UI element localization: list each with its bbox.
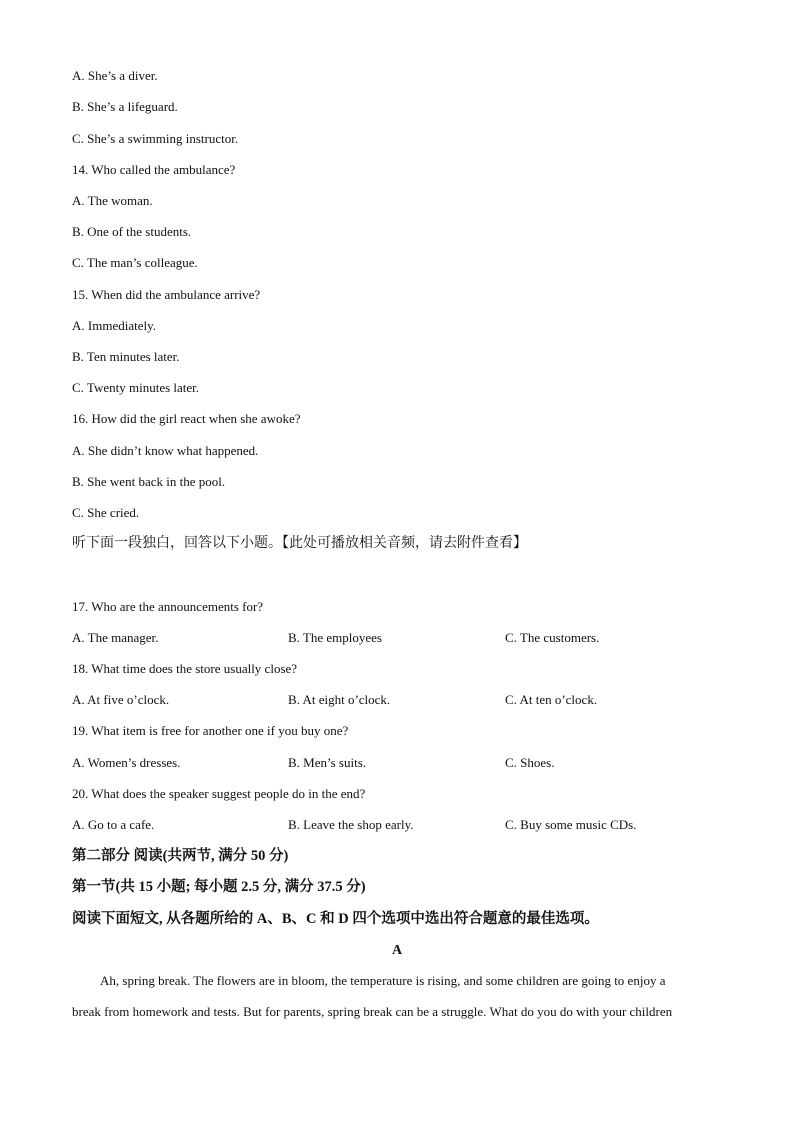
passage-line-1: Ah, spring break. The flowers are in bloom, the temperature is rising, and some children are going to enjoy a xyxy=(100,973,666,988)
q19-option-c: C. Shoes. xyxy=(505,755,555,770)
section1-heading: 第一节(共 15 小题; 每小题 2.5 分, 满分 37.5 分) xyxy=(72,879,366,895)
q18-option-c: C. At ten o’clock. xyxy=(505,692,598,707)
q14-option-a: A. The woman. xyxy=(72,193,153,208)
q14-option-b: B. One of the students. xyxy=(72,224,192,239)
q15-option-c: C. Twenty minutes later. xyxy=(72,380,200,395)
q20-option-c: C. Buy some music CDs. xyxy=(505,817,637,832)
q20-stem: 20. What does the speaker suggest people do in the end? xyxy=(72,786,366,801)
q14-option-c: C. The man’s colleague. xyxy=(72,255,198,270)
passage-line-2: break from homework and tests. But for parents, spring break can be a struggle. What do you do with your children xyxy=(72,1004,673,1019)
q17-option-c: C. The customers. xyxy=(505,630,600,645)
q18-option-a: A. At five o’clock. xyxy=(72,692,170,707)
q20-option-b: B. Leave the shop early. xyxy=(288,817,414,832)
q13-option-a: A. She’s a diver. xyxy=(72,68,158,83)
q15-stem: 15. When did the ambulance arrive? xyxy=(72,287,261,302)
q17-stem: 17. Who are the announcements for? xyxy=(72,599,264,614)
q20-option-a: A. Go to a cafe. xyxy=(72,817,155,832)
q16-option-c: C. She cried. xyxy=(72,505,140,520)
q17-option-a: A. The manager. xyxy=(72,630,159,645)
part2-heading: 第二部分 阅读(共两节, 满分 50 分) xyxy=(72,848,289,864)
q19-option-a: A. Women’s dresses. xyxy=(72,755,181,770)
reading-instruction: 阅读下面短文, 从各题所给的 A、B、C 和 D 四个选项中选出符合题意的最佳选项。 xyxy=(72,911,599,927)
q13-option-c: C. She’s a swimming instructor. xyxy=(72,131,239,146)
passage-label: A xyxy=(391,943,403,958)
monologue-instruction: 听下面一段独白，回答以下小题。【此处可播放相关音频，请去附件查看】 xyxy=(72,536,527,551)
q13-option-b: B. She’s a lifeguard. xyxy=(72,99,178,114)
q19-option-b: B. Men’s suits. xyxy=(288,755,367,770)
q15-option-b: B. Ten minutes later. xyxy=(72,349,180,364)
q15-option-a: A. Immediately. xyxy=(72,318,156,333)
q18-option-b: B. At eight o’clock. xyxy=(288,692,391,707)
q16-option-b: B. She went back in the pool. xyxy=(72,474,226,489)
q16-stem: 16. How did the girl react when she awoke? xyxy=(72,411,301,426)
q19-stem: 19. What item is free for another one if you buy one? xyxy=(72,723,349,738)
q17-option-b: B. The employees xyxy=(288,630,382,645)
q16-option-a: A. She didn’t know what happened. xyxy=(72,443,259,458)
q14-stem: 14. Who called the ambulance? xyxy=(72,162,236,177)
q18-stem: 18. What time does the store usually close? xyxy=(72,661,298,676)
